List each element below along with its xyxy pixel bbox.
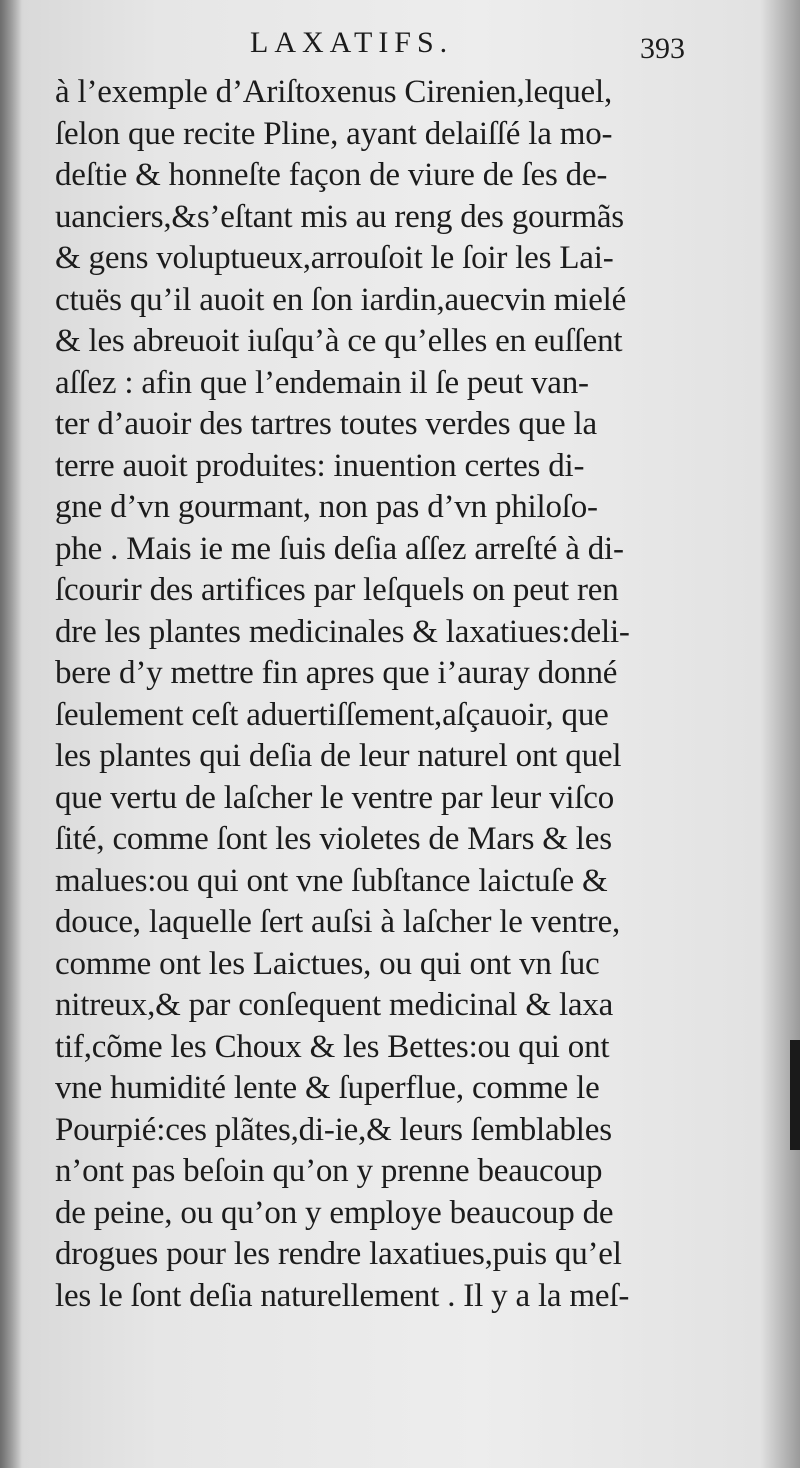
text-line: dre les plantes medicinales & laxatiues:deli- <box>55 613 630 650</box>
text-line: vne humidité lente & ſuperflue, comme le <box>55 1070 600 1106</box>
text-line: malues:ou qui ont vne ſubſtance laictuſe & <box>55 862 608 899</box>
text-line: que vertu de laſcher le ventre par leur viſco <box>55 779 615 816</box>
text-line: ſité, comme ſont les violetes de Mars & les <box>55 821 612 857</box>
text-line: ctuës qu’il auoit en ſon iardin,auecvin mielé <box>55 281 627 318</box>
text-line: aſſez : afin que l’endemain il ſe peut van- <box>55 364 589 401</box>
text-line: douce, laquelle ſert auſsi à laſcher le ventre, <box>55 904 621 940</box>
text-line: n’ont pas beſoin qu’on y prenne beaucoup <box>55 1153 603 1189</box>
text-line: gne d’vn gourmant, non pas d’vn philoſo- <box>55 489 598 525</box>
running-title: LAXATIFS. <box>250 26 454 59</box>
text-line: ſelon que recite Pline, ayant delaiſſé la mo- <box>55 115 613 152</box>
text-line: ter d’auoir des tartres toutes verdes que la <box>55 406 597 442</box>
text-line: uanciers,&s’eſtant mis au reng des gourmãs <box>55 198 624 235</box>
text-line: comme ont les Laictues, ou qui ont vn ſuc <box>55 945 600 982</box>
text-line: bere d’y mettre fin apres que i’auray donné <box>55 655 618 691</box>
text-line: les le ſont deſia naturellement . Il y a la meſ- <box>55 1277 630 1314</box>
text-line: & les abreuoit iuſqu’à ce qu’elles en euſſent <box>55 323 623 359</box>
text-line: Pourpié:ces plãtes,di-ie,& leurs ſemblables <box>55 1111 612 1148</box>
text-line: tif,cõme les Choux & les Bettes:ou qui ont <box>55 1028 610 1065</box>
text-line: ſeulement ceſt aduertiſſement,aſçauoir, que <box>55 696 609 733</box>
text-line: nitreux,& par conſequent medicinal & laxa <box>55 987 614 1023</box>
text-line: ſcourir des artifices par leſquels on peut ren <box>55 572 619 608</box>
page-number: 393 <box>640 32 685 65</box>
text-line: terre auoit produites: inuention certes di- <box>55 447 585 484</box>
text-line: à l’exemple d’Ariſtoxenus Cirenien,lequel, <box>55 74 612 110</box>
text-line: les plantes qui deſia de leur naturel ont quel <box>55 738 622 774</box>
body-text <box>55 72 745 1317</box>
running-head <box>0 26 800 66</box>
text-line: & gens voluptueux,arrouſoit le ſoir les Lai- <box>55 240 614 276</box>
text-line: de peine, ou qu’on y employe beaucoup de <box>55 1194 614 1231</box>
text-line: drogues pour les rendre laxatiues,puis qu’el <box>55 1236 622 1272</box>
text-line: deſtie & honneſte façon de viure de ſes de- <box>55 157 608 193</box>
text-line: phe . Mais ie me ſuis deſia aſſez arreſté à di- <box>55 530 624 567</box>
